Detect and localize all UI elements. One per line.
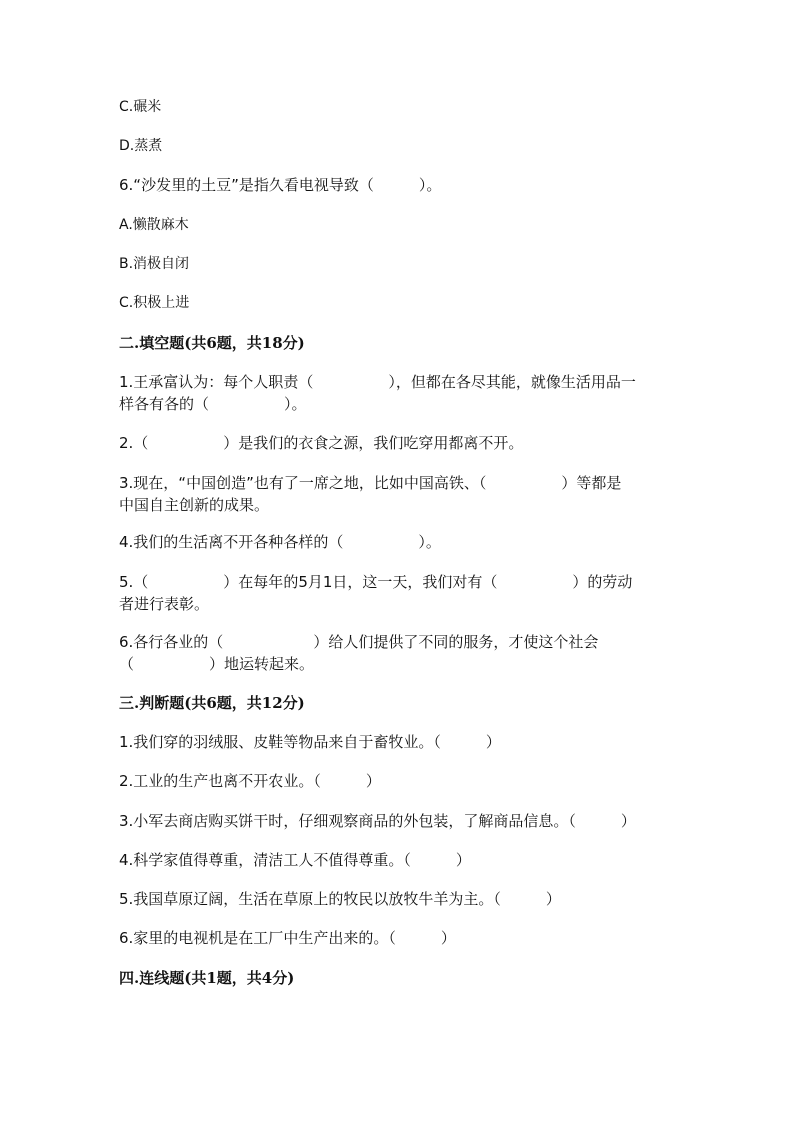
fill-q2: 2.（ ）是我们的衣食之源，我们吃穿用都离不开。 bbox=[119, 434, 524, 452]
fill-q3-line2: 中国自主创新的成果。 bbox=[119, 496, 270, 514]
section2-heading: 二.填空题(共6题，共18分) bbox=[119, 334, 305, 352]
fill-q1-line2: 样各有各的（ ）。 bbox=[119, 395, 307, 413]
q6-option-b: B.消极自闭 bbox=[119, 256, 190, 272]
fill-q3-line1: 3.现在，“中国创造”也有了一席之地，比如中国高铁、（ ）等都是 bbox=[119, 474, 622, 492]
judge-q5: 5.我国草原辽阔，生活在草原上的牧民以放牧牛羊为主。（ ） bbox=[119, 890, 561, 908]
q6-option-c: C.积极上进 bbox=[119, 295, 190, 311]
q5-option-c: C.碾米 bbox=[119, 99, 162, 115]
section4-heading: 四.连线题(共1题，共4分) bbox=[119, 969, 295, 987]
fill-q6-line2: （ ）地运转起来。 bbox=[119, 655, 315, 673]
fill-q5-line2: 者进行表彰。 bbox=[119, 595, 210, 613]
section3-heading: 三.判断题(共6题，共12分) bbox=[119, 694, 305, 712]
fill-q1-line1: 1.王承富认为：每个人职责（ ），但都在各尽其能，就像生活用品一 bbox=[119, 373, 636, 391]
q6-option-a: A.懒散麻木 bbox=[119, 217, 189, 233]
judge-q6: 6.家里的电视机是在工厂中生产出来的。（ ） bbox=[119, 929, 456, 947]
judge-q1: 1.我们穿的羽绒服、皮鞋等物品来自于畜牧业。（ ） bbox=[119, 733, 501, 751]
q6-stem: 6.“沙发里的土豆”是指久看电视导致（ ）。 bbox=[119, 176, 442, 194]
fill-q5-line1: 5.（ ）在每年的5月1日，这一天，我们对有（ ）的劳动 bbox=[119, 573, 633, 591]
judge-q4: 4.科学家值得尊重，清洁工人不值得尊重。（ ） bbox=[119, 851, 471, 869]
judge-q3: 3.小军去商店购买饼干时，仔细观察商品的外包装，了解商品信息。（ ） bbox=[119, 812, 636, 830]
judge-q2: 2.工业的生产也离不开农业。（ ） bbox=[119, 772, 381, 790]
fill-q4: 4.我们的生活离不开各种各样的（ ）。 bbox=[119, 533, 441, 551]
fill-q6-line1: 6.各行各业的（ ）给人们提供了不同的服务，才使这个社会 bbox=[119, 633, 599, 651]
q5-option-d: D.蒸煮 bbox=[119, 138, 163, 154]
